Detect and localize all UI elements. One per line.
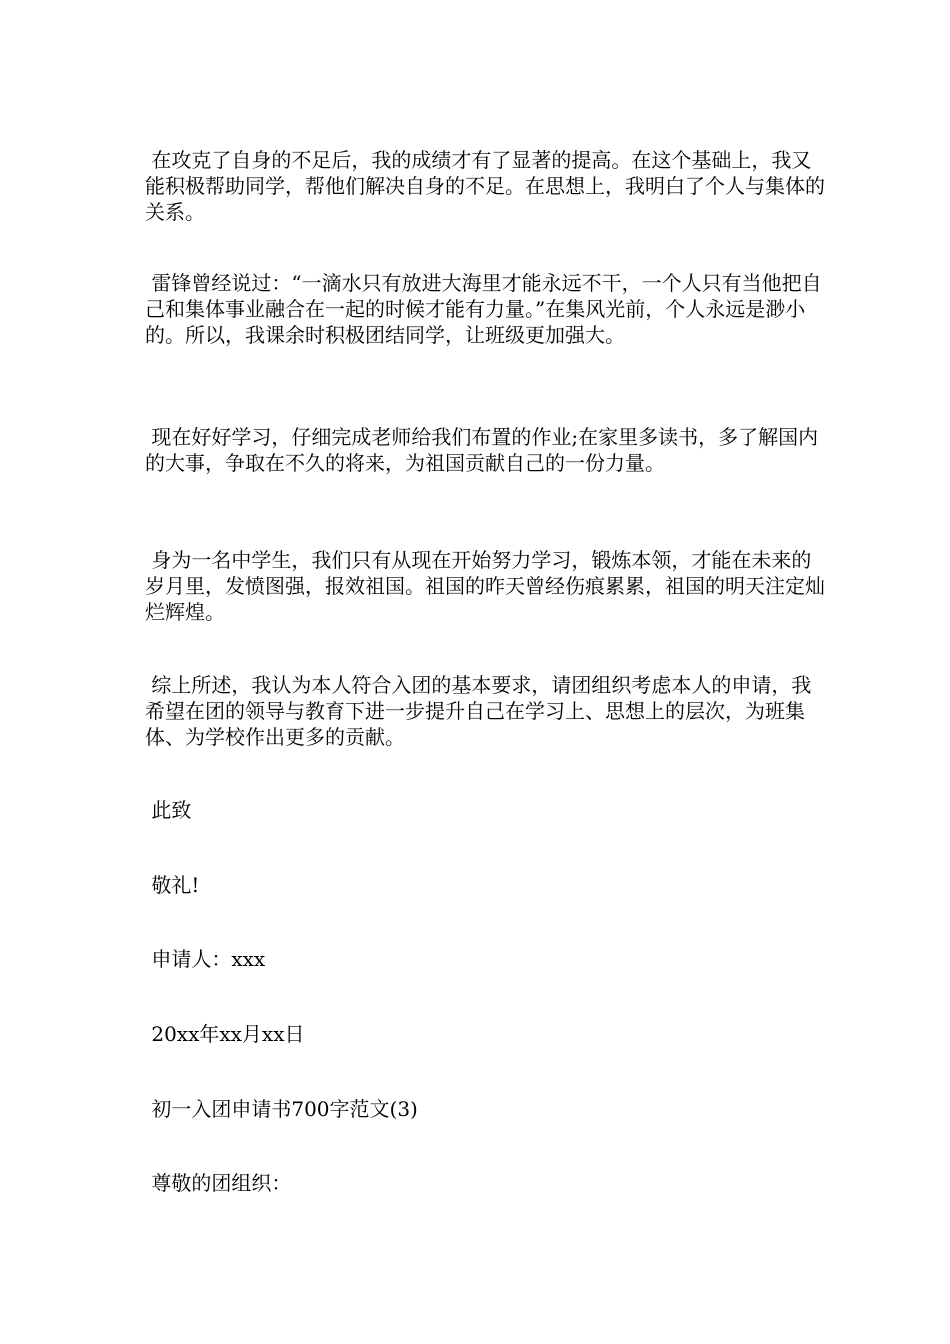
salute-line: 敬礼! [145, 873, 200, 897]
next-section-title: 初一入团申请书700字范文(3) [145, 1097, 418, 1121]
paragraph-3: 现在好好学习，仔细完成老师给我们布置的作业;在家里多读书，多了解国内的大事，争取在不久的将来，为祖国贡献自己的一份力量。 [145, 425, 819, 475]
closing-line: 此致 [145, 798, 192, 822]
applicant-line: 申请人：xxx [145, 947, 266, 971]
paragraph-4: 身为一名中学生，我们只有从现在开始努力学习，锻炼本领，才能在未来的岁月里，发愤图强，报效祖国。祖国的昨天曾经伤痕累累，祖国的明天注定灿烂辉煌。 [145, 548, 825, 624]
paragraph-5: 综上所述，我认为本人符合入团的基本要求，请团组织考虑本人的申请，我希望在团的领导与教育下进一步提升自己在学习上、思想上的层次，为班集体、为学校作出更多的贡献。 [145, 673, 812, 749]
next-section-greeting: 尊敬的团组织： [145, 1171, 292, 1195]
paragraph-1: 在攻克了自身的不足后，我的成绩才有了显著的提高。在这个基础上，我又能积极帮助同学，帮他们解决自身的不足。在思想上，我明白了个人与集体的关系。 [145, 148, 825, 224]
date-line: 20xx年xx月xx日 [145, 1022, 305, 1046]
paragraph-2: 雷锋曾经说过：“一滴水只有放进大海里才能永远不干，一个人只有当他把自己和集体事业融合在一起的时候才能有力量。”在集风光前，个人永远是渺小的。所以，我课余时积极团结同学，让班级更加强大。 [145, 271, 822, 347]
